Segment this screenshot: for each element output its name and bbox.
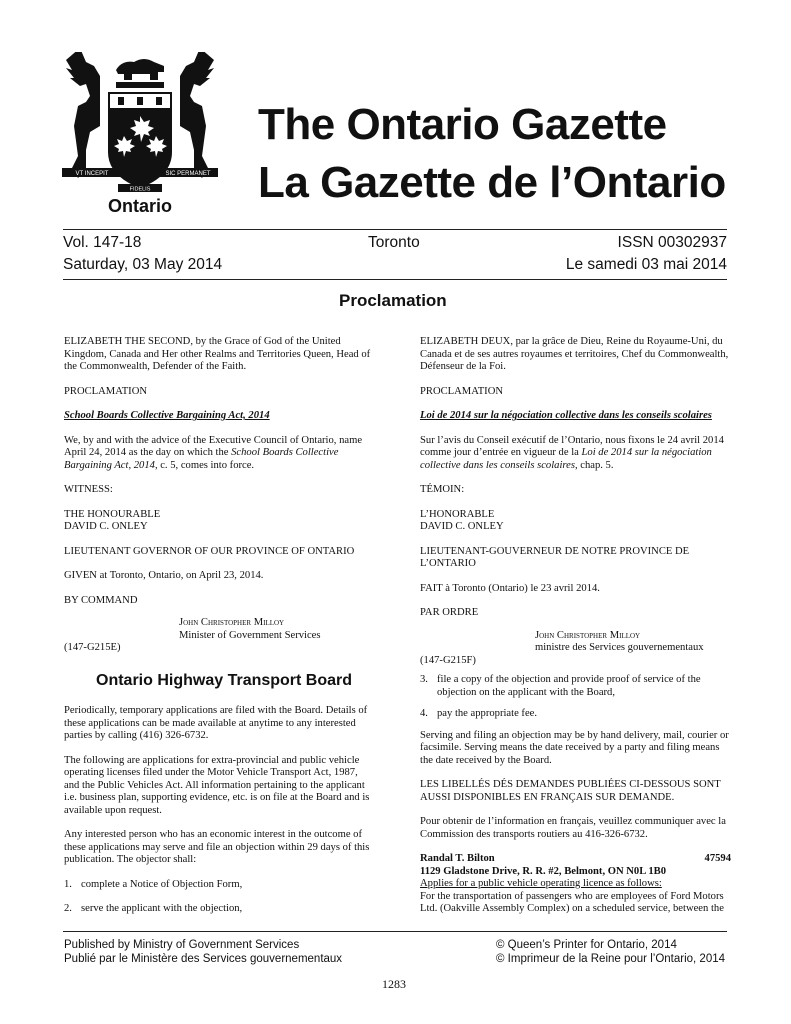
signature-fr [420, 630, 731, 655]
ohtb-p5: LES LIBELLÉS DÉS DEMANDES PUBLIÉES CI-DESSOUS SONT AUSSI DISPONIBLES EN FRANÇAIS SUR DEMANDE. [420, 779, 721, 803]
ontario-coat-of-arms-logo [60, 52, 220, 217]
page-number: 1283 [382, 977, 406, 991]
objection-step-3: 3. file a copy of the objection and provide proof of service of the objection on the applicant with the Board, [420, 674, 701, 698]
applicant-address: 1129 Gladstone Drive, R. R. #2, Belmont, ON N0L 1B0 [420, 865, 667, 877]
applicant-number: 47594 [704, 853, 731, 864]
ohtb-p6: Pour obtenir de l’information en français, veuillez communiquer avec la Commission des transports routiers au 416-326-6732. [420, 816, 726, 840]
label-fr: PROCLAMATION [420, 385, 503, 397]
honourable-en: THE HONOURABLE DAVID C. ONLEY [64, 508, 161, 532]
signer-title-en: Minister of Government Services [179, 629, 321, 641]
intro-fr: ELIZABETH DEUX, par la grâce de Dieu, Reine du Royaume-Uni, du Canada et de ses autres royaumes et territoires, Chef du Commonwealth, Défenseur de la Foi. [420, 336, 729, 372]
ohtb-heading: Ontario Highway Transport Board [96, 672, 353, 689]
governor-en: LIEUTENANT GOVERNOR OF OUR PROVINCE OF ONTARIO [64, 545, 355, 557]
motto-right-text: SIC PERMANET [165, 171, 211, 177]
ohtb-p1: Periodically, temporary applications are filed with the Board. Details of these applications can be made available at anytime to any interested parties by calling (416) 326-6732. [64, 705, 368, 741]
act-title-en: School Boards Collective Bargaining Act, 2014 [64, 410, 270, 421]
masthead-bottom-rule [63, 279, 727, 280]
given-fr: FAIT à Toronto (Ontario) le 23 avril 2014. [420, 582, 600, 594]
footer-publisher: Published by Ministry of Government Services Publié par le Ministère des Services gouvernementaux [64, 939, 343, 965]
applicant-name: Randal T. Bilton [420, 853, 495, 864]
ohtb-p4: Serving and filing an objection may be by hand delivery, mail, courier or facsimile. Serving means the date received by a party and filing means the date received by the Board. [420, 729, 729, 766]
proclamation-heading: Proclamation [339, 291, 447, 310]
date-en: Saturday, 03 May 2014 [63, 256, 223, 273]
intro-en: ELIZABETH THE SECOND, by the Grace of God of the United Kingdom, Canada and Her other Realms and Territories Queen, Head of the Commonwealth, Defender of the Faith. [64, 336, 371, 372]
gazette-title-fr: La Gazette de l’Ontario [258, 158, 726, 207]
volume: Vol. 147-18 [63, 234, 142, 251]
issn: ISSN 00302937 [617, 234, 727, 251]
signature-en [64, 617, 375, 642]
honourable-fr: L’HONORABLE DAVID C. ONLEY [420, 508, 504, 532]
footer-rule [63, 931, 727, 932]
proclamation-fr-column [420, 336, 731, 667]
masthead-top-rule [63, 229, 727, 230]
date-fr: Le samedi 03 mai 2014 [565, 256, 727, 273]
gazette-title-en: The Ontario Gazette [258, 100, 667, 149]
ohtb-p3: Any interested person who has an economic interest in the outcome of these applications may serve and file an objection within 29 days of this publication. The objector shall: [64, 829, 370, 865]
body-en: We, by and with the advice of the Executive Council of Ontario, name April 24, 2014 as the day on which the School Boards Collective Bargaining Act, 2014, c. 5, comes into force. [64, 434, 363, 471]
given-en: GIVEN at Toronto, Ontario, on April 23, 2014. [64, 570, 264, 581]
witness-en: WITNESS: [64, 484, 113, 495]
proclamation-en-column [64, 336, 375, 655]
applicant-applies: Applies for a public vehicle operating licence as follows: [420, 878, 662, 889]
logo-wordmark: Ontario [108, 196, 173, 216]
city: Toronto [368, 234, 420, 251]
label-en: PROCLAMATION [64, 385, 147, 397]
footer-copyright: © Queen’s Printer for Ontario, 2014 © Imprimeur de la Reine pour l’Ontario, 2014 [496, 939, 726, 965]
code-fr: (147-G215F) [420, 654, 476, 666]
command-en: BY COMMAND [64, 594, 138, 606]
objection-step-2: 2. serve the applicant with the objection, [64, 903, 243, 914]
motto-center-text: FIDELIS [129, 186, 151, 193]
ohtb-right-column [420, 674, 731, 916]
body-fr: Sur l’avis du Conseil exécutif de l’Ontario, nous fixons le 24 avril 2014 comme jour d’entrée en vigueur de la Loi de 2014 sur la négociation collective dans les conseils scolaires, chap. 5. [420, 434, 724, 471]
motto-left-text: VT INCEPIT [75, 171, 109, 177]
command-fr: PAR ORDRE [420, 607, 479, 618]
applicant-text: For the transportation of passengers who are employees of Ford Motors Ltd. (Oakville Assembly Complex) on a scheduled service, between the [420, 890, 724, 914]
signer-title-fr: ministre des Services gouvernementaux [535, 642, 704, 653]
objection-step-1: 1. complete a Notice of Objection Form, [64, 878, 243, 890]
ohtb-left-column [64, 705, 375, 916]
ohtb-p2: The following are applications for extra-provincial and public vehicle operating licenses filed under the Motor Vehicle Transport Act, 1987, and the Public Vehicles Act. All information pertaining to the applicant i.e. business plan, supporting evidence, etc. is on file at the Board and is available upon request. [64, 754, 370, 816]
witness-fr: TÉMOIN: [420, 484, 465, 495]
signer-en: John Christopher Milloy [179, 617, 285, 628]
governor-fr: LIEUTENANT-GOUVERNEUR DE NOTRE PROVINCE DE L’ONTARIO [420, 545, 690, 569]
signer-fr: John Christopher Milloy [535, 629, 641, 641]
code-en: (147-G215E) [64, 642, 121, 653]
act-title-fr: Loi de 2014 sur la négociation collective dans les conseils scolaires [420, 410, 712, 421]
applicant-header [420, 853, 731, 866]
objection-step-4: 4. pay the appropriate fee. [420, 708, 537, 719]
